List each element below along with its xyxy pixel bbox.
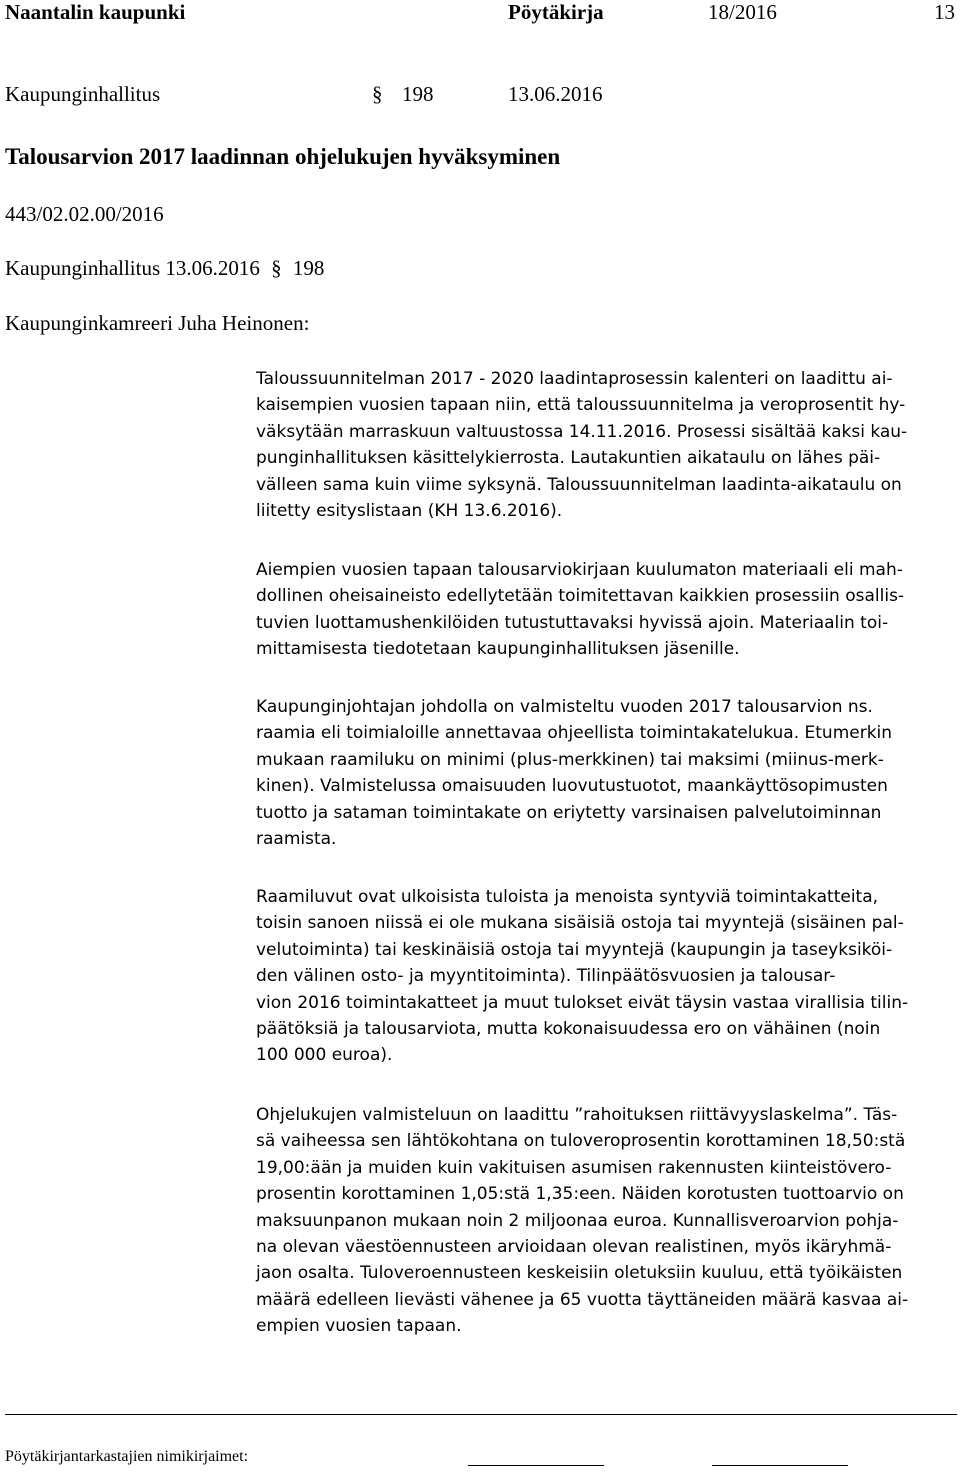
signature-label: Pöytäkirjantarkastajien nimikirjaimet: <box>5 1448 249 1465</box>
paragraph-line: 100 000 euroa). <box>256 1045 393 1066</box>
paragraph-line: väksytään marraskuun valtuustossa 14.11.2016. Prosessi sisältää kaksi kau- <box>256 421 908 442</box>
page-title: Talousarvion 2017 laadinnan ohjelukujen hyväksyminen <box>5 144 561 169</box>
paragraph-figures <box>256 884 908 1069</box>
document-number: 18/2016 <box>708 0 777 24</box>
paragraph-line: 19,00:ään ja muiden kuin vakituisen asumisen rakennusten kiinteistövero- <box>256 1157 892 1178</box>
paragraph-line: vion 2016 toimintakatteet ja muut tulokset eivät täysin vastaa virallisia tilin- <box>256 992 909 1013</box>
signature-line-2 <box>712 1465 848 1466</box>
paragraph-line: päätöksiä ja talousarviota, mutta kokonaisuudessa ero on vähäinen (noin <box>256 1019 881 1040</box>
paragraph-framework <box>256 694 892 852</box>
paragraph-line: prosentin korottaminen 1,05:stä 1,35:een. Näiden korotusten tuottoarvio on <box>256 1184 904 1205</box>
organization-name: Naantalin kaupunki <box>5 0 186 24</box>
paragraph-line: kinen). Valmistelussa omaisuuden luovutustuotot, maankäyttösopimusten <box>256 776 888 797</box>
paragraph-line: liitetty esityslistaan (KH 13.6.2016). <box>256 501 563 522</box>
paragraph-line: Ohjelukujen valmisteluun on laadittu ”rahoituksen riittävyyslaskelma”. Täs- <box>256 1105 898 1125</box>
paragraph-line: Aiempien vuosien tapaan talousarviokirjaan kuulumaton materiaali eli mah- <box>256 560 903 580</box>
paragraph-line: sä vaiheessa sen lähtökohtana on tuloveroprosentin korottaminen 18,50:stä <box>256 1131 906 1152</box>
paragraph-line: Taloussuunnitelman 2017 - 2020 laadintaprosessin kalenteri on laadittu ai- <box>256 369 893 389</box>
paragraph-line: tuotto ja sataman toimintakate on eriytetty varsinaisen palvelutoiminnan <box>256 802 882 823</box>
paragraph-line: mukaan raamiluku on minimi (plus-merkkinen) tai maksimi (miinus-merk- <box>256 749 884 770</box>
paragraph-line: punginhallituksen käsittelykierrosta. Lautakuntien aikataulu on lähes päi- <box>256 448 881 469</box>
paragraph-line: empien vuosien tapaan. <box>256 1316 462 1337</box>
signature-line-1 <box>468 1465 604 1466</box>
paragraph-line: maksuunpanon mukaan noin 2 miljoonaa euroa. Kunnallisveroarvion pohja- <box>256 1210 899 1231</box>
paragraph-financing <box>256 1102 908 1340</box>
reference-line <box>5 256 324 281</box>
reference-section-number: 198 <box>292 256 325 280</box>
presenter: Kaupunginkamreeri Juha Heinonen: <box>5 311 310 335</box>
paragraph-line: raamia eli toimialoille annettavaa ohjeellista toimintakatelukua. Etumerkin <box>256 723 893 744</box>
paragraph-line: velutoiminta) tai keskinäisiä ostoja tai myyntejä (kaupungin ja taseyksiköi- <box>256 939 893 960</box>
paragraph-line: kaisempien vuosien tapaan niin, että taloussuunnitelma ja veroprosentit hy- <box>256 395 906 416</box>
paragraph-line: Kaupunginjohtajan johdolla on valmisteltu vuoden 2017 talousarvion ns. <box>256 697 873 717</box>
paragraph-line: määrä edelleen lievästi vähenee ja 65 vuotta täyttäneiden määrä kasvaa ai- <box>256 1289 909 1310</box>
page-number: 13 <box>934 0 955 24</box>
reference-section-symbol: § <box>271 256 282 280</box>
paragraph-line: na olevan väestöennusteen arvioidaan olevan realistinen, myös ikäryhmä- <box>256 1237 892 1258</box>
paragraph-line: raamista. <box>256 829 337 850</box>
meeting-body: Kaupunginhallitus <box>5 82 161 106</box>
paragraph-line: välleen sama kuin viime syksynä. Taloussuunnitelman laadinta-aikataulu on <box>256 474 902 495</box>
paragraph-line: jaon osalta. Tuloveroennusteen keskeisiin oletuksiin kuuluu, että työikäisten <box>256 1263 903 1284</box>
paragraph-line: mittamisesta tiedotetaan kaupunginhallituksen jäsenille. <box>256 639 740 660</box>
paragraph-line: toisin sanoen niissä ei ole mukana sisäisiä ostoja tai myyntejä (sisäinen pal- <box>256 913 904 934</box>
paragraph-line: Raamiluvut ovat ulkoisista tuloista ja menoista syntyviä toimintakatteita, <box>256 887 879 907</box>
paragraph-materials <box>256 557 904 663</box>
reference-text: Kaupunginhallitus 13.06.2016 <box>5 256 260 280</box>
document-type: Pöytäkirja <box>508 0 604 24</box>
paragraph-line: tuvien luottamushenkilöiden tutustuttavaksi hyvissä ajoin. Materiaalin toi- <box>256 612 889 633</box>
paragraph-schedule <box>256 366 907 524</box>
paragraph-line: den välinen osto- ja myyntitoiminta). Tilinpäätösvuosien ja talousar- <box>256 966 836 987</box>
paragraph-line: dollinen oheisaineisto edellytetään toimitettavan kaikkien prosessiin osallis- <box>256 586 905 607</box>
record-id: 443/02.02.00/2016 <box>5 202 164 226</box>
section-number: 198 <box>402 82 434 106</box>
section-symbol: § <box>372 82 383 106</box>
meeting-date: 13.06.2016 <box>508 82 603 106</box>
footer-divider <box>5 1414 957 1415</box>
